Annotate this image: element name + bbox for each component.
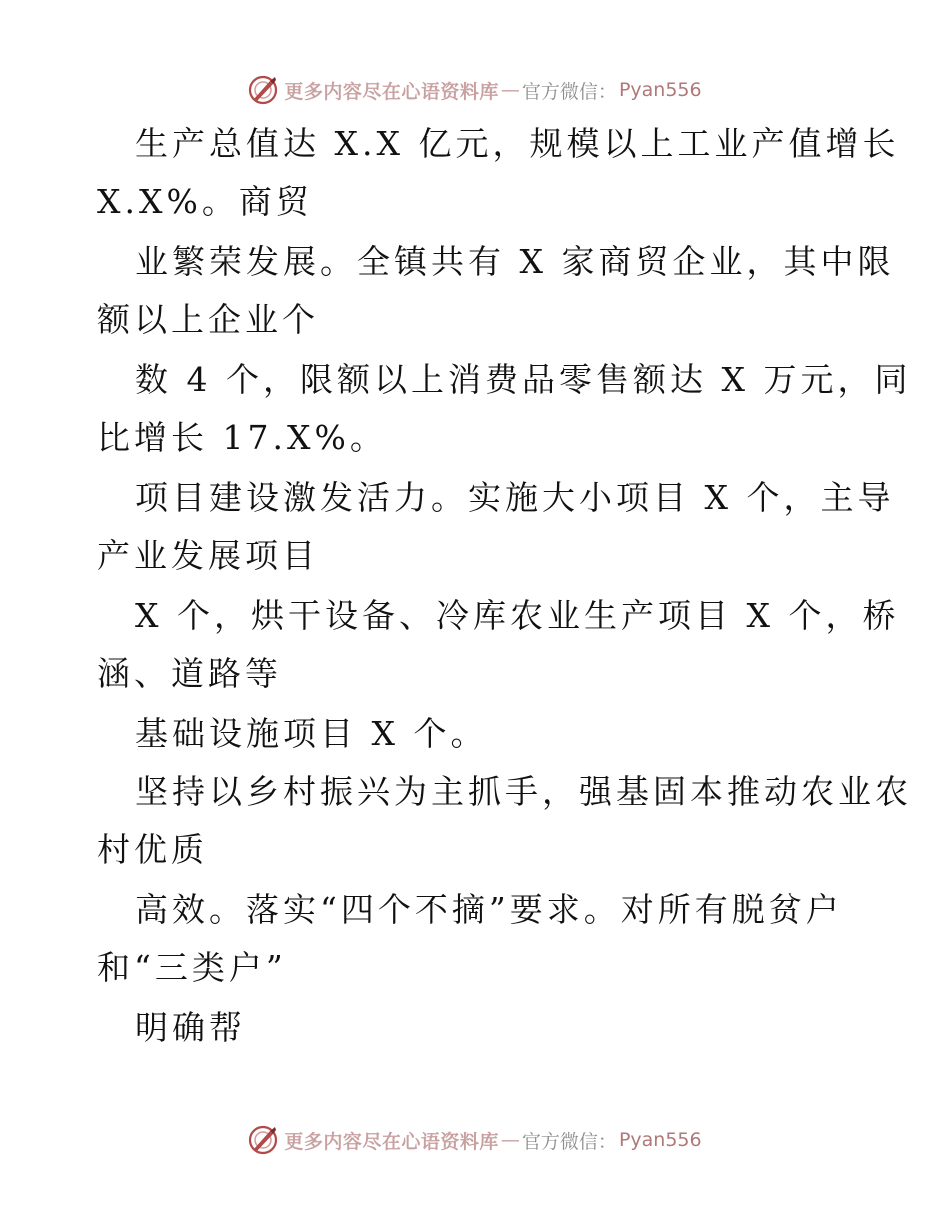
paragraph-line: 产业发展项目 [97, 536, 319, 575]
paragraph-line: 比增长 17.X%。 [97, 418, 387, 457]
paragraph-line: 坚持以乡村振兴为主抓手，强基固本推动农业农 [135, 772, 912, 811]
logo-icon [248, 1125, 278, 1155]
paragraph-line: 明确帮 [135, 1008, 246, 1047]
paragraph-line: 额以上企业个 [97, 300, 319, 339]
watermark-site-text: 更多内容尽在心语资料库 [284, 80, 499, 103]
watermark-dash: — [500, 1129, 520, 1151]
watermark-site-text: 更多内容尽在心语资料库 [284, 1130, 499, 1153]
header-watermark [0, 70, 950, 110]
paragraph-line: 高效。落实“四个不摘”要求。对所有脱贫户 [135, 890, 843, 929]
paragraph-line: 业繁荣发展。全镇共有 X 家商贸企业，其中限 [135, 242, 895, 281]
watermark-label: 官方微信： [521, 1130, 617, 1153]
paragraph-line: X 个，烘干设备、冷库农业生产项目 X 个，桥 [135, 596, 900, 635]
paragraph-line: 村优质 [97, 830, 208, 869]
paragraph-line: 项目建设激发活力。实施大小项目 X 个，主导 [135, 478, 895, 517]
logo-icon [248, 75, 278, 105]
paragraph-line: 和“三类户” [97, 948, 287, 987]
paragraph-line: 基础设施项目 X 个。 [135, 714, 488, 753]
paragraph-line: 数 4 个，限额以上消费品零售额达 X 万元，同 [135, 360, 912, 399]
paragraph-line: X.X%。商贸 [97, 182, 313, 221]
watermark-dash: — [500, 79, 520, 101]
watermark-label: 官方微信： [521, 80, 617, 103]
watermark-wechat-id: Pyan556 [618, 79, 702, 101]
watermark-wechat-id: Pyan556 [618, 1129, 702, 1151]
footer-watermark [0, 1120, 950, 1160]
paragraph-line: 涵、道路等 [97, 654, 282, 693]
paragraph-line: 生产总值达 X.X 亿元，规模以上工业产值增长 [135, 124, 900, 163]
